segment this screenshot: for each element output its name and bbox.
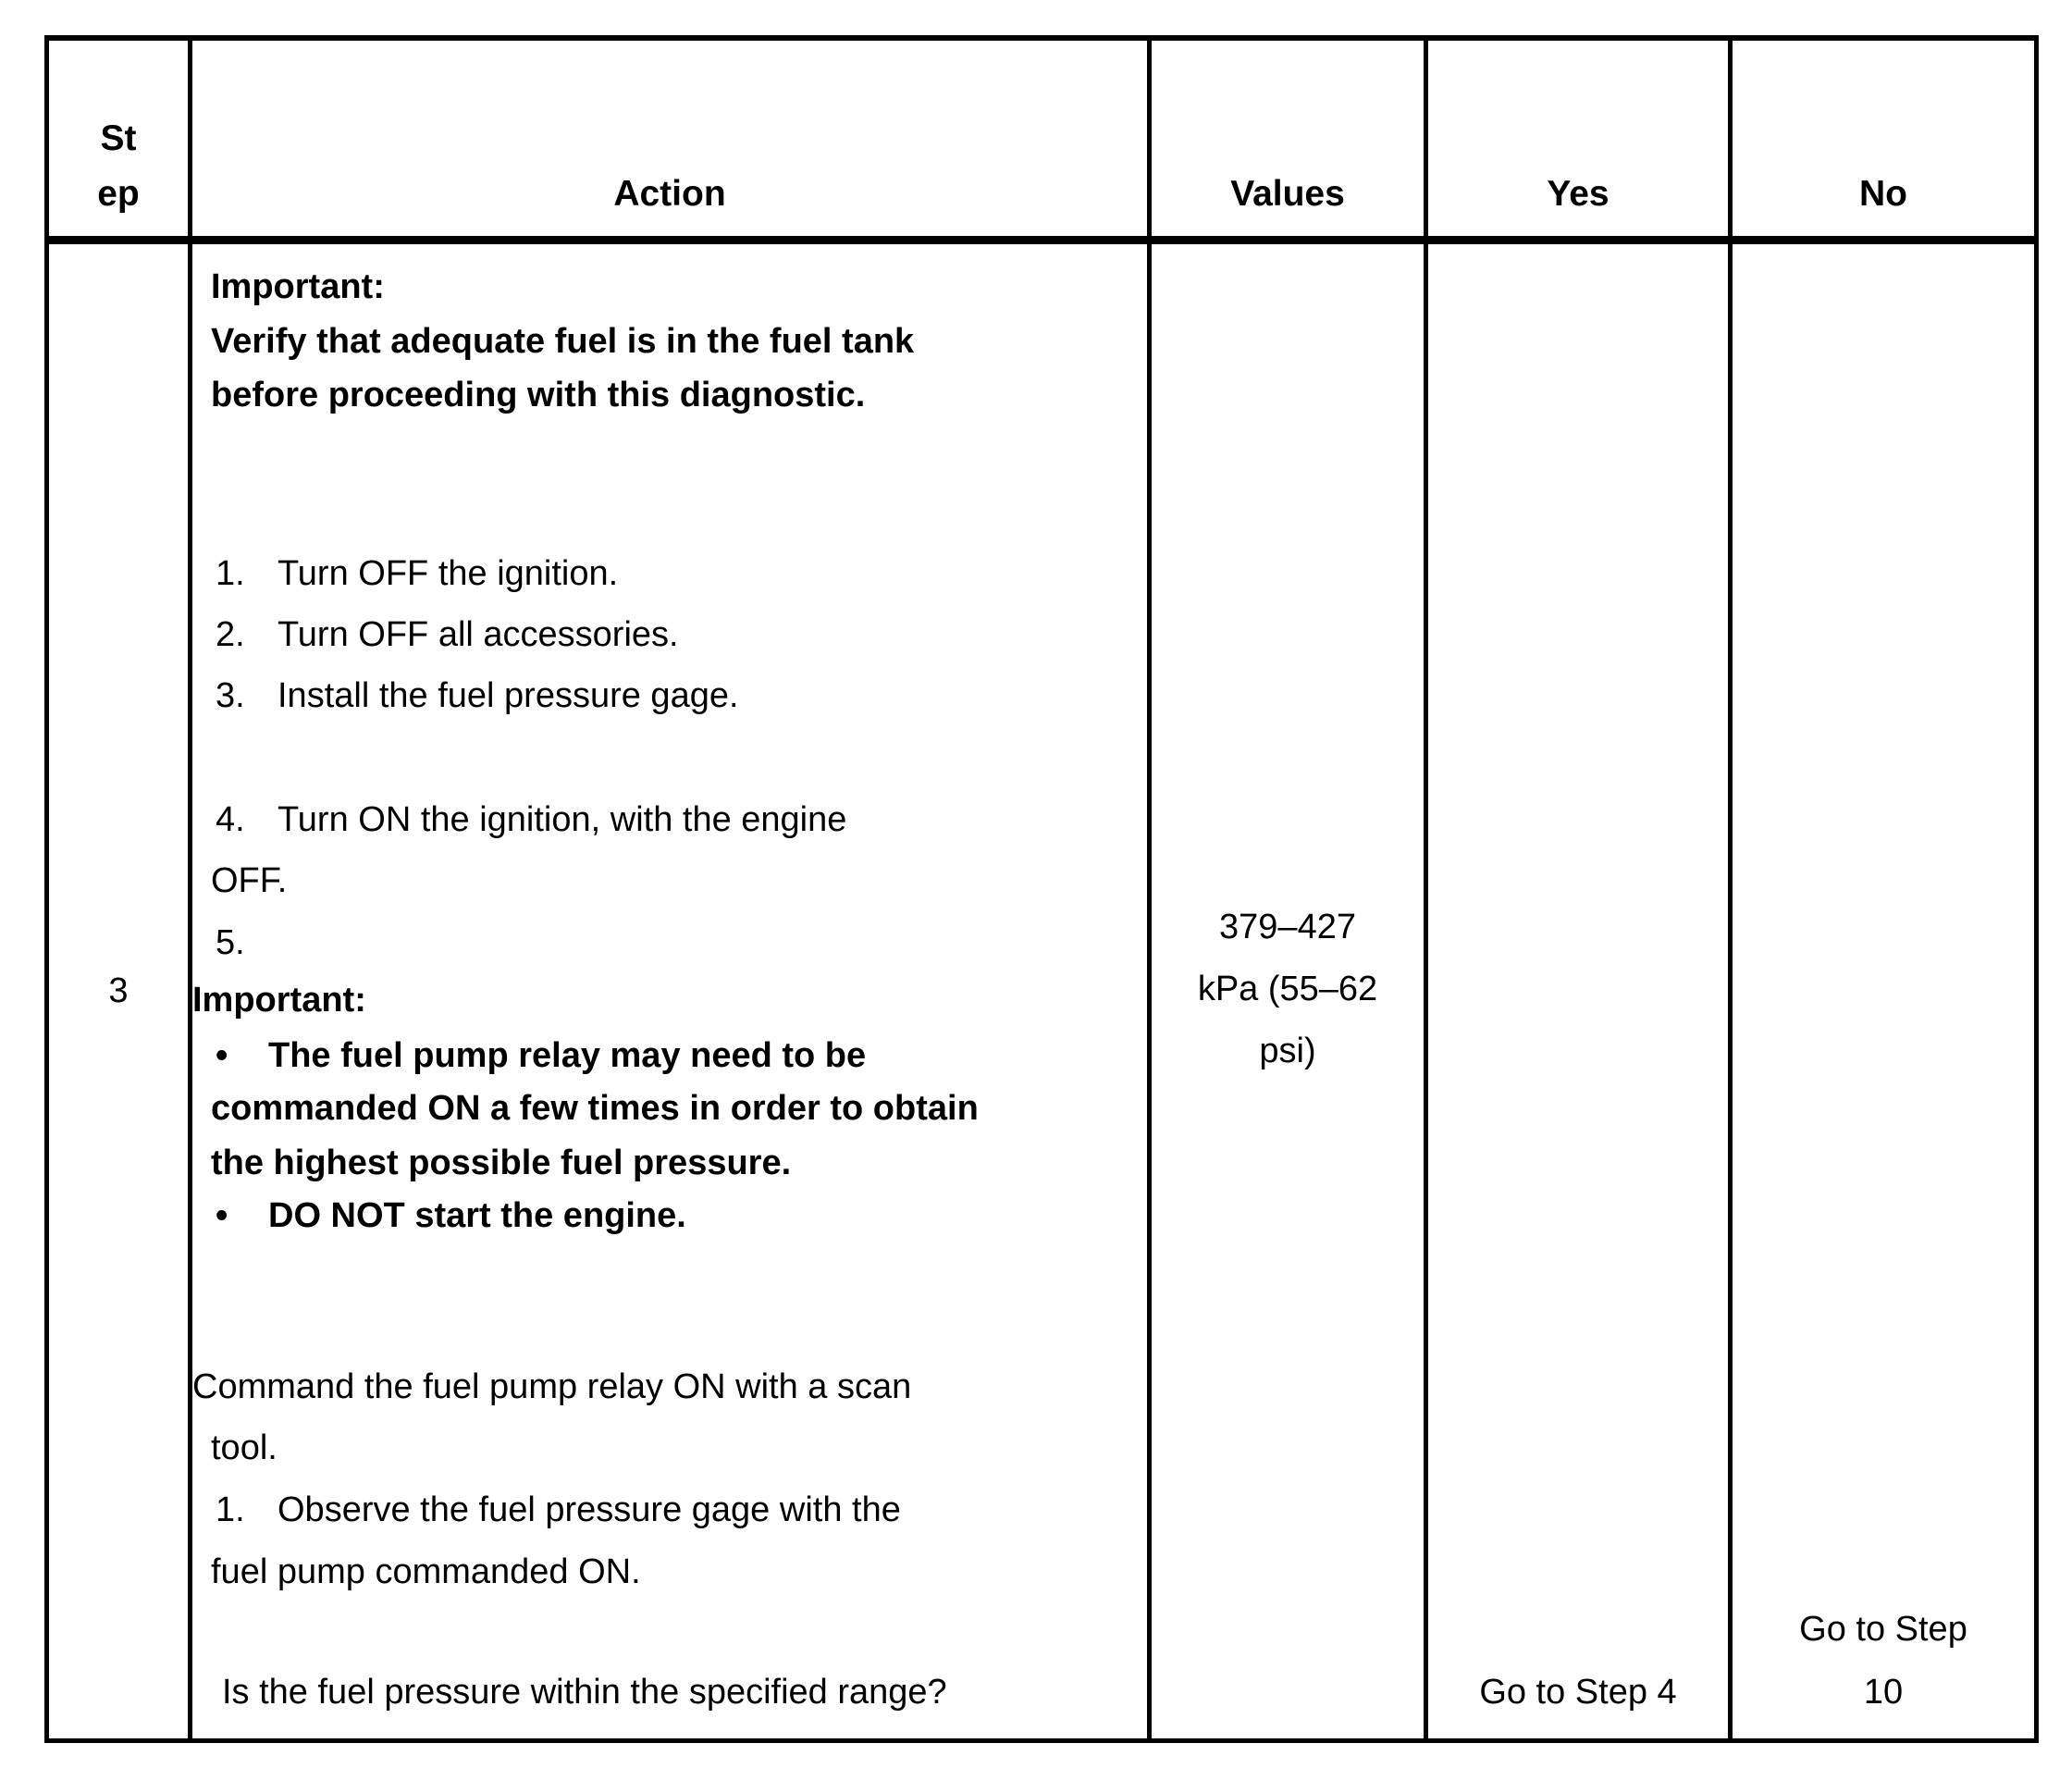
list-text-continuation: OFF. xyxy=(211,861,288,900)
column-divider-yes-no xyxy=(1728,35,1733,1743)
table-border-left xyxy=(44,35,49,1743)
column-divider-step-action xyxy=(188,35,192,1743)
bullet-text: commanded ON a few times in order to obtain xyxy=(211,1089,979,1128)
bullet-text: The fuel pump relay may need to be xyxy=(268,1036,867,1075)
list-number: 4. xyxy=(216,800,245,839)
value-range-line: psi) xyxy=(1259,1032,1316,1070)
list-text: Turn ON the ignition, with the engine xyxy=(278,800,847,839)
diagnostic-question: Is the fuel pressure within the specified range? xyxy=(222,1673,947,1712)
list-text: Observe the fuel pressure gage with the xyxy=(278,1490,901,1529)
table-border-right xyxy=(2034,35,2039,1743)
header-step-line1: St xyxy=(100,118,137,158)
header-yes: Yes xyxy=(1547,174,1610,214)
bullet-icon: • xyxy=(216,1036,228,1075)
list-number: 2. xyxy=(216,615,245,654)
header-values: Values xyxy=(1230,174,1345,214)
command-instruction: tool. xyxy=(211,1428,278,1467)
list-text: Install the fuel pressure gage. xyxy=(278,676,739,715)
no-go-to-step-line[interactable]: Go to Step xyxy=(1799,1610,1967,1649)
important-label: Important: xyxy=(192,981,366,1020)
table-border-top xyxy=(44,35,2039,41)
list-text-continuation: fuel pump commanded ON. xyxy=(211,1552,641,1591)
list-text: Turn OFF all accessories. xyxy=(278,615,679,654)
header-divider xyxy=(44,236,2039,244)
step-number: 3 xyxy=(108,971,129,1010)
no-go-to-step-line[interactable]: 10 xyxy=(1863,1673,1904,1712)
list-number: 1. xyxy=(216,1490,245,1529)
value-range-line: kPa (55–62 xyxy=(1197,970,1378,1008)
value-range-line: 379–427 xyxy=(1219,908,1356,946)
list-number: 1. xyxy=(216,554,245,593)
table-border-bottom xyxy=(44,1738,2039,1743)
bullet-text: DO NOT start the engine. xyxy=(268,1196,686,1235)
header-step-line2: ep xyxy=(97,174,140,214)
column-divider-action-values xyxy=(1147,35,1152,1743)
important-note-line: Verify that adequate fuel is in the fuel tank xyxy=(211,322,915,361)
important-note-line: before proceeding with this diagnostic. xyxy=(211,376,866,414)
bullet-icon: • xyxy=(216,1196,228,1235)
important-label: Important: xyxy=(211,267,385,306)
header-action: Action xyxy=(613,174,726,214)
list-number: 5. xyxy=(216,923,245,962)
list-number: 3. xyxy=(216,676,245,715)
list-text: Turn OFF the ignition. xyxy=(278,554,619,593)
yes-go-to-step-link[interactable]: Go to Step 4 xyxy=(1479,1673,1677,1712)
bullet-text: the highest possible fuel pressure. xyxy=(211,1144,792,1182)
header-no: No xyxy=(1859,174,1907,214)
command-instruction: Command the fuel pump relay ON with a scan xyxy=(192,1367,912,1406)
column-divider-values-yes xyxy=(1424,35,1428,1743)
